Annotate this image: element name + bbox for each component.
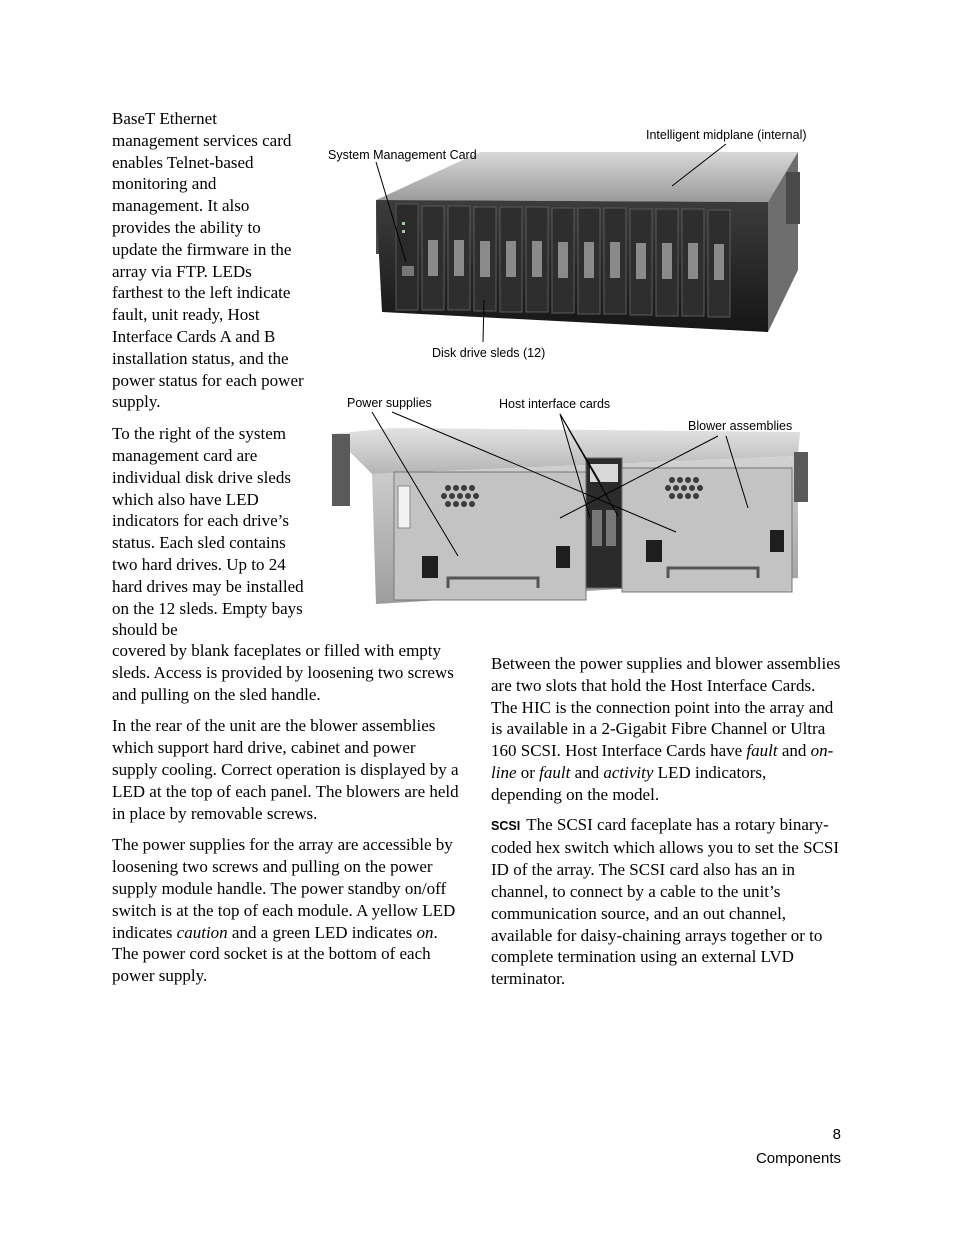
left-column-top: [112, 108, 304, 641]
left-column-bottom: [112, 640, 462, 987]
figure-front-view: [318, 120, 838, 370]
paragraph-host-interface-cards: Between the power supplies and blower assemblies are two slots that hold the Host Interface Cards. The HIC is the connection point into the array and is available in a 2-Gigabit Fibre Channel or Ultra 160 SCSI. Host Interface Cards have fault and on-line or fault and activity LED indicators, depending on the model.: [491, 654, 841, 804]
paragraph-disk-sleds-start: To the right of the system management card are individual disk drive sleds which also have LED indicators for each drive’s status. Each sled contains two hard drives. Up to 24 hard drives may be installed on the 12 sleds. Empty bays should be: [112, 424, 304, 640]
label-blower-assemblies: Blower assemblies: [688, 419, 793, 433]
paragraph-blowers: In the rear of the unit are the blower assemblies which support hard drive, cabinet and power supply cooling. Correct operation is displayed by a LED at the top of each panel. The blowers are held in place by removable screws.: [112, 716, 459, 823]
label-intelligent-midplane: Intelligent midplane (internal): [646, 128, 807, 142]
label-host-interface-cards: Host interface cards: [499, 397, 611, 411]
paragraph-disk-sleds-end: covered by blank faceplates or filled with empty sleds. Access is provided by loosening two screws and pulling on the sled handle.: [112, 641, 454, 704]
page-number: 8: [832, 1126, 841, 1143]
scsi-run-in-heading: SCSI: [491, 818, 521, 833]
paragraph-power-supplies: The power supplies for the array are accessible by loosening two screws and pulling on the power supply module handle. The power standby on/off switch is at the top of each module. A yellow LED indicates caution and a green LED indicates on. The power cord socket is at the bottom of each power supply.: [112, 835, 456, 986]
label-power-supplies: Power supplies: [347, 396, 432, 410]
paragraph-ethernet-card: BaseT Ethernet management services card enables Telnet-based monitoring and management. It also provides the ability to update the firmware in the array via FTP. LEDs farthest to the left indicate fault, unit ready, Host Interface Cards A and B installation status, and the power status for each power supply.: [112, 109, 304, 412]
label-disk-drive-sleds: Disk drive sleds (12): [432, 346, 546, 360]
label-system-management-card: System Management Card: [328, 148, 477, 162]
paragraph-scsi: SCSI The SCSI card faceplate has a rotary binary-coded hex switch which allows you to set the SCSI ID of the array. The SCSI card also has an in channel, to connect by a cable to the unit’s communication source, and an out channel, available for daisy-chaining arrays together or to complete termination using an external LVD terminator.: [491, 814, 839, 989]
right-column: [491, 653, 841, 990]
figure-rear-view: [328, 392, 838, 622]
section-name: Components: [755, 1150, 841, 1167]
